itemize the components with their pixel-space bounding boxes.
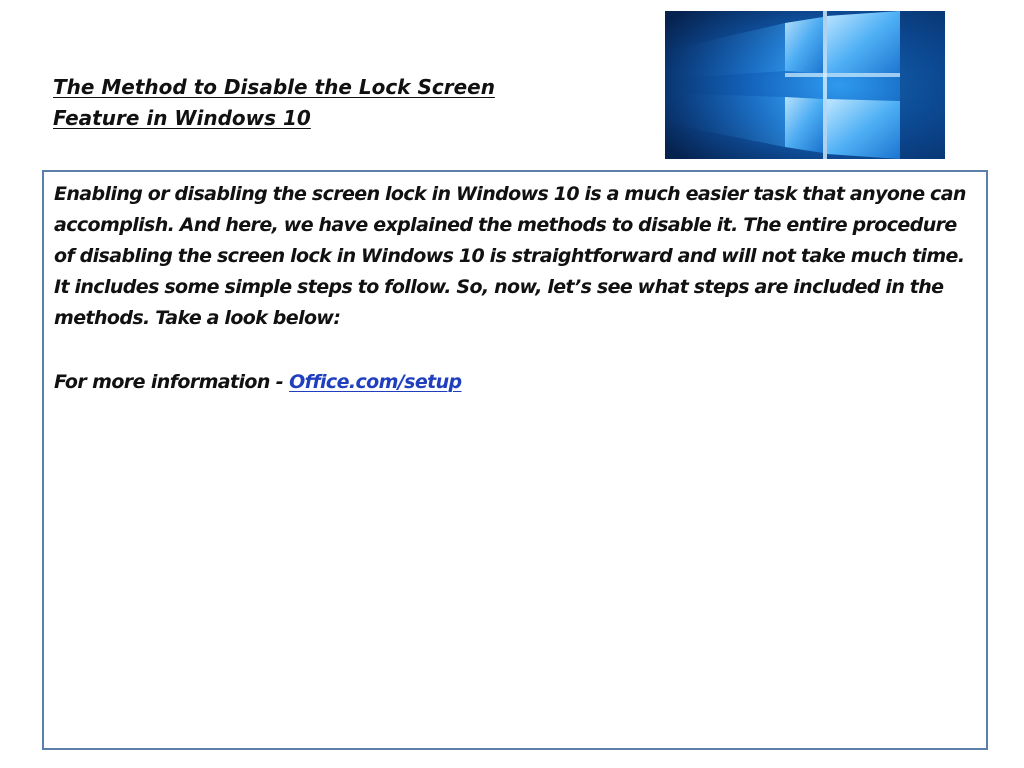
slide-title-line-2: Feature in Windows 10 [53,106,311,130]
slide-title [53,72,613,134]
info-line [54,367,954,398]
slide-title-line-1: The Method to Disable the Lock Screen [53,75,495,99]
info-prefix: For more information - [54,371,290,393]
windows-logo-image [665,11,945,159]
office-setup-link[interactable]: Office.com/setup [289,371,462,393]
body-paragraph: Enabling or disabling the screen lock in Windows 10 is a much easier task that anyone can accomplish. And here, we have explained the methods to disable it. The entire procedure of disabling the screen lock in Windows 10 is straightforward and will not take much time. It includes some simple steps to follow. So, now, let’s see what steps are included in the methods. Take a look below: [54,183,966,329]
content-box [42,170,988,750]
windows-logo-icon [665,11,945,159]
